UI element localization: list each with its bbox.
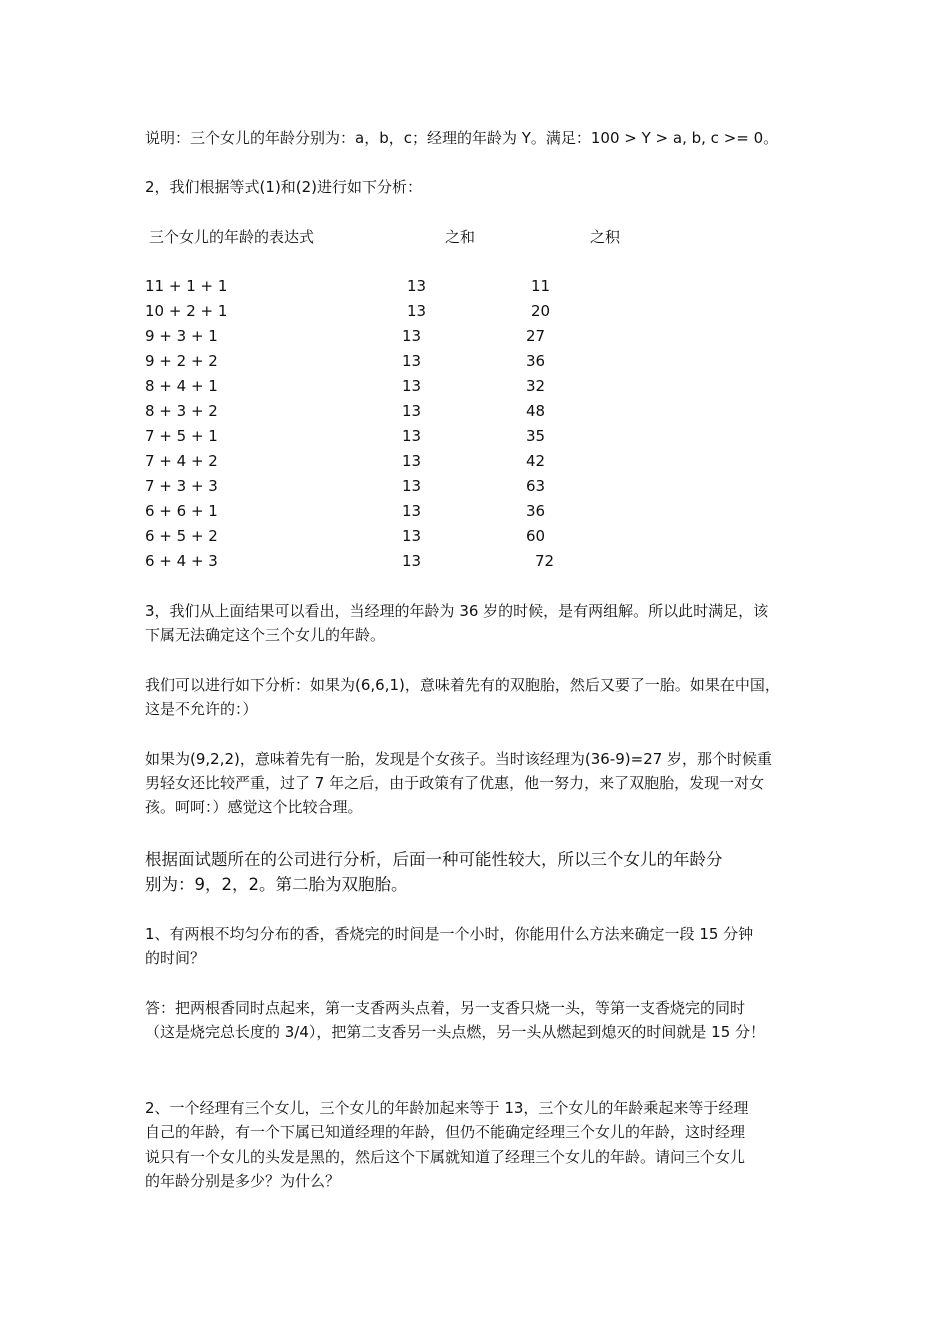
row-expression: 7 + 4 + 2 <box>145 452 218 470</box>
row-sum: 13 <box>402 552 422 570</box>
row-product: 60 <box>526 527 546 545</box>
paragraph-line: 孩。呵呵：）感觉这个比较合理。 <box>145 798 363 816</box>
paragraph-line: 别为：9，2，2。第二胎为双胞胎。 <box>145 875 408 894</box>
row-sum: 13 <box>402 327 422 345</box>
row-sum: 13 <box>402 452 422 470</box>
row-sum: 13 <box>402 427 422 445</box>
row-product: 11 <box>531 277 551 295</box>
paragraph-line: 自己的年龄，有一个下属已知道经理的年龄，但仍不能确定经理三个女儿的年龄，这时经理 <box>145 1123 746 1141</box>
table-header-sum: 之和 <box>445 228 476 246</box>
paragraph-line: 的时间？ <box>145 949 206 967</box>
paragraph-line: 2、一个经理有三个女儿，三个女儿的年龄加起来等于 13，三个女儿的年龄乘起来等于经理 <box>145 1099 749 1117</box>
row-expression: 6 + 6 + 1 <box>145 502 218 520</box>
row-expression: 9 + 2 + 2 <box>145 352 218 370</box>
paragraph-line: 答：把两根香同时点起来，第一支香两头点着，另一支香只烧一头，等第一支香烧完的同时 <box>145 999 746 1017</box>
row-sum: 13 <box>402 502 422 520</box>
row-product: 36 <box>526 352 546 370</box>
row-sum: 13 <box>402 352 422 370</box>
row-product: 48 <box>526 402 546 420</box>
step2-heading: 2，我们根据等式(1)和(2)进行如下分析： <box>145 178 423 196</box>
paragraph-line: 我们可以进行如下分析：如果为(6,6,1)，意味着先有的双胞胎，然后又要了一胎。如果在中国， <box>145 676 780 694</box>
intro-note: 说明：三个女儿的年龄分别为：a，b，c；经理的年龄为 Y。满足：100 > Y > a, b, c >= 0。 <box>145 129 779 147</box>
paragraph-line: 这是不允许的：） <box>145 700 258 718</box>
paragraph-line: 根据面试题所在的公司进行分析，后面一种可能性较大，所以三个女儿的年龄分 <box>145 850 723 869</box>
row-expression: 11 + 1 + 1 <box>145 277 228 295</box>
row-sum: 13 <box>402 377 422 395</box>
paragraph-line: 如果为(9,2,2)，意味着先有一胎，发现是个女孩子。当时该经理为(36-9)=27 岁，那个时候重 <box>145 750 773 768</box>
row-expression: 9 + 3 + 1 <box>145 327 218 345</box>
row-expression: 7 + 5 + 1 <box>145 427 218 445</box>
paragraph-line: 3，我们从上面结果可以看出，当经理的年龄为 36 岁的时候，是有两组解。所以此时满足，该 <box>145 602 769 620</box>
row-expression: 6 + 5 + 2 <box>145 527 218 545</box>
row-expression: 10 + 2 + 1 <box>145 302 228 320</box>
row-sum: 13 <box>402 527 422 545</box>
row-sum: 13 <box>407 302 427 320</box>
row-sum: 13 <box>402 477 422 495</box>
row-expression: 8 + 3 + 2 <box>145 402 218 420</box>
row-expression: 7 + 3 + 3 <box>145 477 218 495</box>
paragraph-line: （这是烧完总长度的 3/4），把第二支香另一头点燃，另一头从燃起到熄灭的时间就是 15 分！ <box>145 1023 766 1041</box>
row-product: 27 <box>526 327 546 345</box>
paragraph-line: 男轻女还比较严重，过了 7 年之后，由于政策有了优惠，他一努力，来了双胞胎，发现一对女 <box>145 774 765 792</box>
row-product: 42 <box>526 452 546 470</box>
row-product: 35 <box>526 427 546 445</box>
table-header-expression: 三个女儿的年龄的表达式 <box>149 228 315 246</box>
table-header-product: 之积 <box>590 228 621 246</box>
row-product: 32 <box>526 377 546 395</box>
row-product: 36 <box>526 502 546 520</box>
row-sum: 13 <box>402 402 422 420</box>
row-product: 20 <box>531 302 551 320</box>
paragraph-line: 下属无法确定这个三个女儿的年龄。 <box>145 626 386 644</box>
row-product: 72 <box>535 552 555 570</box>
paragraph-line: 的年龄分别是多少？为什么？ <box>145 1172 341 1190</box>
paragraph-line: 说只有一个女儿的头发是黑的，然后这个下属就知道了经理三个女儿的年龄。请问三个女儿 <box>145 1148 746 1166</box>
row-expression: 8 + 4 + 1 <box>145 377 218 395</box>
paragraph-line: 1、有两根不均匀分布的香，香烧完的时间是一个小时，你能用什么方法来确定一段 15 分钟 <box>145 925 754 943</box>
row-product: 63 <box>526 477 546 495</box>
row-expression: 6 + 4 + 3 <box>145 552 218 570</box>
row-sum: 13 <box>407 277 427 295</box>
